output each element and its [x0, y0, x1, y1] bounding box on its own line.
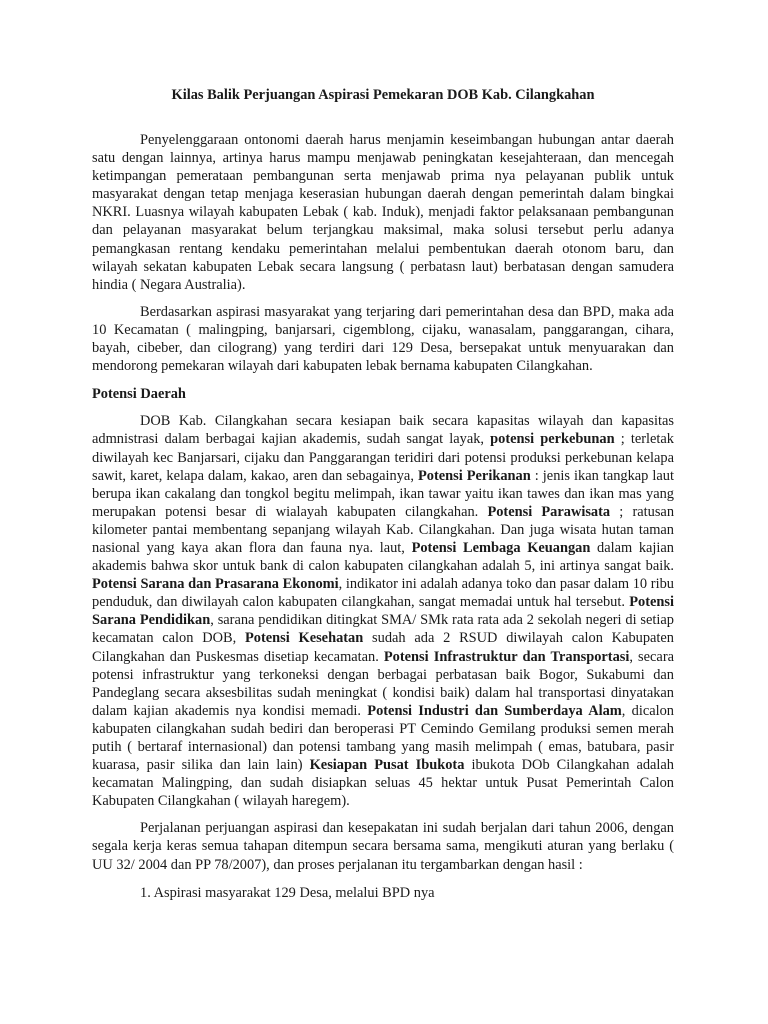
paragraph-potensi: DOB Kab. Cilangkahan secara kesiapan baik secara kapasitas wilayah dan kapasitas admnistrasi dalam berbagai kajian akademis, sudah sangat layak, potensi perkebunan ; terletak diwilayah kec Banjarsari, cijaku dan Panggarangan teridiri dari potensi produksi perkebunan kelapa sawit, karet, kelapa dalam, kakao, aren dan sebagainya, Potensi Perikanan : jenis ikan tangkap laut berupa ikan cakalang dan tongkol begitu melimpah, ikan tawar yaitu ikan tawes dan ikan mas yang merupakan potensi besar di wialayah kabupaten cilangkahan. Potensi Parawisata ; ratusan kilometer pantai membentang sepanjang wilayah Kab. Cilangkahan. Dan juga wisata hutan taman nasional yang kaya akan flora dan fauna nya. laut, Potensi Lembaga Keuangan dalam kajian akademis bahwa skor untuk bank di calon kabupaten cilangkahan adalah 5, ini artinya sangat baik. Potensi Sarana dan Prasarana Ekonomi, indikator ini adalah adanya toko dan pasar dalam 10 ribu penduduk, dan diwilayah calon kabupaten cilangkahan, sangat memadai untuk hal tersebut. Potensi Sarana Pendidikan, sarana pendidikan ditingkat SMA/ SMk rata rata ada 2 sekolah negeri di setiap kecamatan calon DOB, Potensi Kesehatan sudah ada 2 RSUD diwilayah calon Kabupaten Cilangkahan dan Puskesmas disetiap kecamatan. Potensi Infrastruktur dan Transportasi, secara potensi infrastruktur yang terkoneksi dengan berbagai perbatasan baik Bogor, Sukabumi dan Pandeglang secara aksesbilitas sudah meningkat ( kondisi baik) dalam hal transportasi dinyatakan dalam kajian akademis nya kondisi memadi. Potensi Industri dan Sumberdaya Alam, dicalon kabupaten cilangkahan sudah bediri dan beroperasi PT Cemindo Gemilang produksi semen merah putih ( bertaraf internasional) dan potensi tambang yang masih melimpah ( emas, batubara, pasir kuarasa, pasir silika dan lain lain) Kesiapan Pusat Ibukota ibukota DOb Cilangkahan adalah kecamatan Malingping, dan sudah disiapkan seluas 45 hektar untuk Pusat Pemerintah Calon Kabupaten Cilangkahan ( wilayah haregem).	[92, 413, 675, 810]
list-item: 1. Aspirasi masyarakat 129 Desa, melalui BPD nya	[140, 884, 435, 901]
document-title: Kilas Balik Perjuangan Aspirasi Pemekaran DOB Kab. Cilangkahan	[171, 87, 595, 103]
term-potensi-industri: Potensi Industri dan Sumberdaya Alam	[367, 702, 622, 719]
term-potensi-perikanan: Potensi Perikanan	[417, 467, 531, 484]
term-potensi-sarana-ekonomi: Potensi Sarana dan Prasarana Ekonomi	[92, 576, 339, 593]
result-list	[92, 884, 674, 902]
term-potensi-perkebunan: potensi perkebunan	[490, 431, 615, 448]
paragraph-aspirasi: Berdasarkan aspirasi masyarakat yang terjaring dari pemerintahan desa dan BPD, maka ada 10 Kecamatan ( malingping, banjarsari, cigemblong, cijaku, wanasalam, panggarangan, cihara, bayah, cibeber, dan cilograng) yang terdiri dari 129 Desa, bersepakat untuk menyuarakan dan mendorong pemekaran wilayah dari kabupaten lebak bernama kabupaten Cilangkahan.	[92, 303, 674, 375]
term-potensi-parawisata: Potensi Parawisata	[487, 503, 611, 520]
term-kesiapan-ibukota: Kesiapan Pusat Ibukota	[309, 757, 465, 774]
term-potensi-infrastruktur: Potensi Infrastruktur dan Transportasi	[383, 648, 630, 665]
term-potensi-sarana-pendidikan: Potensi Sarana Pendidikan	[92, 594, 674, 629]
term-potensi-lembaga-keuangan: Potensi Lembaga Keuangan	[411, 539, 591, 556]
section-heading-potensi: Potensi Daerah	[92, 386, 186, 403]
paragraph-intro: Penyelenggaraan ontonomi daerah harus menjamin keseimbangan hubungan antar daerah satu dengan lainnya, artinya harus mampu menjawab peningkatan kesejahteraan, dan mencegah ketimpangan pemerataan pembangunan serta menjawab prima nya pelayanan publik untuk masyarakat dengan tetap menjaga keserasian hubungan daerah dengan pemerintah dalam bingkai NKRI. Luasnya wilayah kabupaten Lebak ( kab. Induk), menjadi faktor pelaksanaan pembangunan dan pelayanan masyarakat belum terjangkau maksimal, maka solusi tersebut perlu adanya pemangkasan rentang kendaku pemerintahan melalui pembentukan daerah otonom baru, dan wilayah sekatan kabupaten Lebak secara langsung ( perbatasn laut) berbatasan dengan samudera hindia ( Negara Australia).	[92, 132, 674, 293]
paragraph-perjalanan: Perjalanan perjuangan aspirasi dan kesepakatan ini sudah berjalan dari tahun 2006, dengan segala kerja keras semua tahapan ditempun secara bersama sama, mengikuti aturan yang berlaku ( UU 32/ 2004 dan PP 78/2007), dan proses perjalanan itu tergambarkan dengan hasil :	[92, 820, 674, 873]
term-potensi-kesehatan: Potensi Kesehatan	[244, 630, 364, 647]
